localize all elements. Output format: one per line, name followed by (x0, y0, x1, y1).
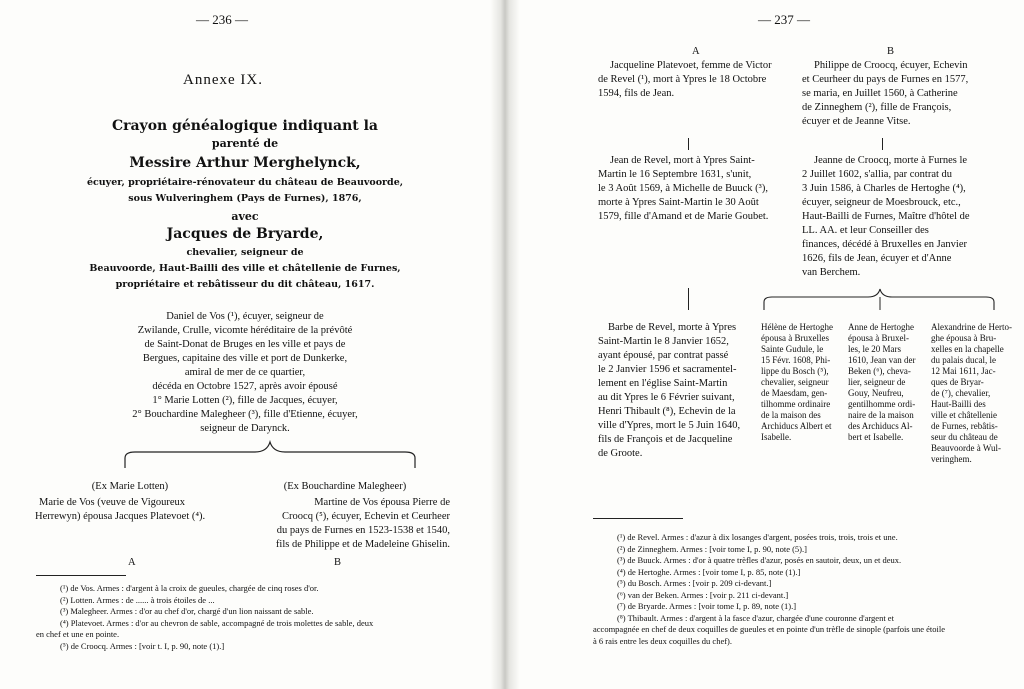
person1-desc-1: écuyer, propriétaire-rénovateur du château de Beauvoorde, (86, 177, 404, 188)
barbe-line: Henri Thibault (⁸), Echevin de la (598, 406, 736, 417)
alexandrine-line: xelles en la chapelle (931, 344, 1004, 354)
jeanne-line: 2 Juillet 1602, s'allia, par contrat du (802, 169, 953, 180)
person2-desc-3: propriétaire et rebâtisseur du dit château, 1617. (115, 279, 375, 290)
annexe-heading: Annexe IX. (183, 72, 263, 88)
daniel-line: décéda en Octobre 1527, après avoir épousé (152, 381, 338, 392)
alexandrine-line: de (⁷), chevalier, (931, 388, 991, 398)
barbe-line: au dit Ypres le 6 Février suivant, (598, 392, 735, 403)
footnote: (³) de Buuck. Armes : d'or à quatre trèfles d'azur, posés en sautoir, deux, un et deux. (617, 555, 902, 565)
alexandrine-line: Alexandrine de Herto- (931, 322, 1012, 332)
title-line-1: Crayon généalogique indiquant la (111, 118, 379, 134)
jeanne-line: écuyer, seigneur de Moesbrouck, etc., (802, 197, 961, 208)
anne-line: 1610, Jean van der (848, 355, 916, 365)
jeanne-line: 3 Juin 1586, à Charles de Hertoghe (⁴), (802, 183, 966, 194)
branch-a-letter: A (128, 557, 136, 568)
barbe-line: Saint-Martin le 8 Janvier 1652, (598, 336, 729, 347)
left-footnotes (36, 583, 373, 652)
branch-b-line: Croocq (⁵), écuyer, Echevin et Ceurheer (282, 511, 450, 522)
anne-line: Beken (⁶), cheva- (848, 366, 911, 376)
person2-desc-2: Beauvoorde, Haut-Bailli des ville et châtellenie de Furnes, (89, 263, 401, 274)
anne-line: Gouy, Neufreu, (848, 388, 904, 398)
jean-line: 1579, fille d'Amand et de Marie Goubet. (598, 211, 769, 222)
barbe-line: fils de François et de Jacqueline (598, 434, 733, 445)
helene-line: chevalier, seigneur (761, 377, 829, 387)
col-b (802, 59, 968, 129)
alexandrine-line: ques de Bryar- (931, 377, 984, 387)
barbe-line: Barbe de Revel, morte à Ypres (608, 322, 737, 333)
branch-b (230, 496, 450, 552)
alexandrine-line: Haut-Bailli des (931, 399, 986, 409)
branch-a-line: Herrewyn) épousa Jacques Platevoet (⁴). (35, 511, 206, 522)
footnote: (⁵) du Bosch. Armes : [voir p. 209 ci-devant.] (617, 578, 772, 588)
descent-line (882, 138, 883, 150)
barbe-line: ayant épousé, par contrat passé (598, 350, 729, 361)
helene-entry (761, 322, 833, 443)
footnote: (⁷) de Bryarde. Armes : [voir tome I, p. 89, note (1).] (617, 601, 797, 611)
alexandrine-line: veringhem. (931, 454, 972, 464)
branch-b-line: du pays de Furnes en 1523-1538 et 1540, (276, 525, 450, 536)
anne-line: lier, seigneur de (848, 377, 906, 387)
page-number: — 237 — (758, 12, 810, 27)
person1-name: Messire Arthur Merghelynck, (129, 155, 361, 171)
jean-line: morte à Ypres Saint-Martin le 30 Août (598, 197, 759, 208)
branch-a-head: (Ex Marie Lotten) (91, 481, 169, 492)
jeanne-line: finances, décédé à Bruxelles en Janvier (802, 239, 968, 250)
person2-name: Jacques de Bryarde, (166, 226, 324, 242)
jeanne-line: Jeanne de Croocq, morte à Furnes le (814, 155, 968, 166)
footnote: (³) Malegheer. Armes : d'or au chef d'or, chargé d'un lion naissant de sable. (60, 606, 314, 616)
alexandrine-line: ghe épousa à Bru- (931, 333, 997, 343)
footnote-rule (36, 575, 126, 576)
jeanne-line: LL. AA. et leur Conseiller des (802, 225, 929, 236)
jeanne-line: van Berchem. (802, 267, 861, 278)
anne-line: naire de la maison (848, 410, 914, 420)
jeanne-entry (802, 154, 970, 280)
branch-a (35, 496, 205, 524)
right-footnotes (593, 532, 945, 647)
book-gutter (490, 0, 520, 689)
title-line-2: parenté de (211, 137, 279, 150)
footnote: à 6 rais entre les deux coquilles du chef). (593, 635, 733, 646)
footnote: (⁶) van der Beken. Armes : [voir p. 211 ci-devant.] (617, 589, 789, 600)
col-b-letter: B (887, 46, 895, 57)
barbe-line: de Groote. (598, 448, 643, 459)
footnote: (⁵) de Croocq. Armes : [voir t. I, p. 90, note (1).] (60, 640, 225, 651)
jean-entry (598, 154, 768, 224)
col-b-line: et Ceurheer du pays de Furnes en 1577, (802, 74, 969, 85)
branch-b-head: (Ex Bouchardine Malegheer) (283, 481, 407, 492)
alexandrine-entry (931, 322, 1012, 465)
daniel-line: Bergues, capitaine des ville et port de Dunkerke, (142, 353, 348, 364)
helene-line: tilhomme ordinaire (761, 399, 831, 409)
branch-b-line: fils de Philippe et de Madeleine Ghiselin. (275, 539, 450, 550)
left-page (0, 0, 490, 689)
helene-line: Isabelle. (761, 432, 792, 442)
avec-label: avec (231, 210, 259, 223)
footnote: en chef et une en pointe. (36, 629, 120, 639)
helene-line: Sainte Gudule, le (761, 344, 824, 354)
daniel-entry (60, 310, 430, 436)
col-a-line: 1594, fils de Jean. (598, 88, 675, 99)
footnote: (⁴) Platevoet. Armes : d'or au chevron de sable, accompagné de trois molettes de sable, deux (60, 617, 374, 628)
jean-line: Jean de Revel, mort à Ypres Saint- (610, 155, 755, 166)
daniel-line: 2° Bouchardine Malegheer (³), fille d'Etienne, écuyer, (132, 409, 358, 420)
alexandrine-line: ville et châtellenie (931, 410, 997, 420)
descent-line (688, 138, 689, 150)
descent-line (688, 288, 689, 310)
alexandrine-line: du palais ducal, le (931, 355, 996, 365)
right-page (520, 0, 1024, 689)
helene-line: lippe du Bosch (⁵), (761, 366, 829, 376)
helene-line: de la maison des (761, 410, 821, 420)
daniel-line: 1° Marie Lotten (²), fille de Jacques, écuyer, (152, 395, 338, 406)
footnote: accompagnée en chef de deux coquilles de gueules et en pointe d'un trèfle de sinople (parfois une étoile (593, 624, 946, 634)
branch-a-line: Marie de Vos (veuve de Vigoureux (39, 497, 186, 508)
barbe-line: ville d'Ypres, mort le 5 Juin 1640, (598, 420, 741, 431)
barbe-line: lement en l'église Saint-Martin (598, 378, 728, 389)
anne-entry (848, 322, 915, 443)
col-a-letter: A (692, 46, 700, 57)
daniel-line: seigneur de Darynck. (200, 423, 290, 434)
col-b-line: Philippe de Croocq, écuyer, Echevin (814, 60, 968, 71)
jean-line: le 3 Août 1569, à Michelle de Buuck (³), (598, 183, 768, 194)
helene-line: de Maesdam, gen- (761, 388, 828, 398)
col-b-line: se maria, en Juillet 1560, à Catherine (802, 88, 958, 99)
footnote: (⁸) Thibault. Armes : d'argent à la fasce d'azur, chargée d'une couronne d'argent et (617, 612, 894, 623)
footnote: (¹) de Revel. Armes : d'azur à dix losanges d'argent, posées trois, trois, trois et une. (617, 532, 898, 542)
anne-line: épousa à Bruxel- (848, 333, 909, 343)
anne-line: les, le 20 Mars (848, 344, 901, 354)
helene-line: 15 Févr. 1608, Phi- (761, 355, 831, 365)
col-a-line: Jacqueline Platevoet, femme de Victor (610, 60, 772, 71)
daniel-line: de Saint-Donat de Bruges en les ville et pays de (144, 339, 346, 350)
col-a (598, 59, 772, 101)
branch-b-line: Martine de Vos épousa Pierre de (314, 497, 450, 508)
genealogy-brace (760, 288, 1000, 312)
alexandrine-line: seur du château de (931, 432, 998, 442)
alexandrine-line: Beauvoorde à Wul- (931, 443, 1001, 453)
person1-desc-2: sous Wulveringhem (Pays de Furnes), 1876, (128, 193, 362, 204)
barbe-entry (598, 321, 740, 461)
jean-line: Martin le 16 Septembre 1631, s'unit, (598, 169, 752, 180)
branch-b-letter: B (334, 557, 342, 568)
anne-line: gentilhomme ordi- (848, 399, 916, 409)
anne-line: bert et Isabelle. (848, 432, 904, 442)
footnote-rule (593, 518, 683, 519)
helene-line: Hélène de Hertoghe (761, 322, 833, 332)
footnote: (²) Lotten. Armes : de ...... à trois étoiles de ... (60, 594, 215, 605)
anne-line: Anne de Hertoghe (848, 322, 914, 332)
col-b-line: écuyer et de Jeanne Vitse. (802, 116, 911, 127)
alexandrine-line: de Furnes, rebâtis- (931, 421, 998, 431)
col-a-line: de Revel (¹), mort à Ypres le 18 Octobre (598, 74, 767, 85)
footnote: (¹) de Vos. Armes : d'argent à la croix de gueules, chargée de cinq roses d'or. (60, 583, 319, 593)
page-number: — 236 — (196, 12, 248, 27)
anne-line: des Archiducs Al- (848, 421, 913, 431)
jeanne-line: 1626, fils de Jean, écuyer et d'Anne (802, 253, 952, 264)
helene-line: Archiducs Albert et (761, 421, 832, 431)
person2-desc-1: chevalier, seigneur de (186, 247, 304, 258)
daniel-line: Zwilande, Crulle, vicomte héréditaire de la prévôté (137, 325, 353, 336)
daniel-line: amiral de mer de ce quartier, (184, 367, 306, 378)
col-b-line: de Zinneghem (²), fille de François, (802, 102, 952, 113)
jeanne-line: Haut-Bailli de Furnes, Maître d'hôtel de (802, 211, 970, 222)
footnote: (²) de Zinneghem. Armes : [voir tome I, p. 90, note (5).] (617, 543, 807, 554)
daniel-line: Daniel de Vos (¹), écuyer, seigneur de (166, 311, 324, 322)
helene-line: épousa à Bruxelles (761, 333, 829, 343)
alexandrine-line: 12 Mai 1611, Jac- (931, 366, 996, 376)
barbe-line: le 2 Janvier 1596 et sacramentel- (598, 364, 737, 375)
footnote: (⁴) de Hertoghe. Armes : [voir tome I, p. 85, note (1).] (617, 566, 801, 577)
genealogy-brace (115, 440, 435, 470)
